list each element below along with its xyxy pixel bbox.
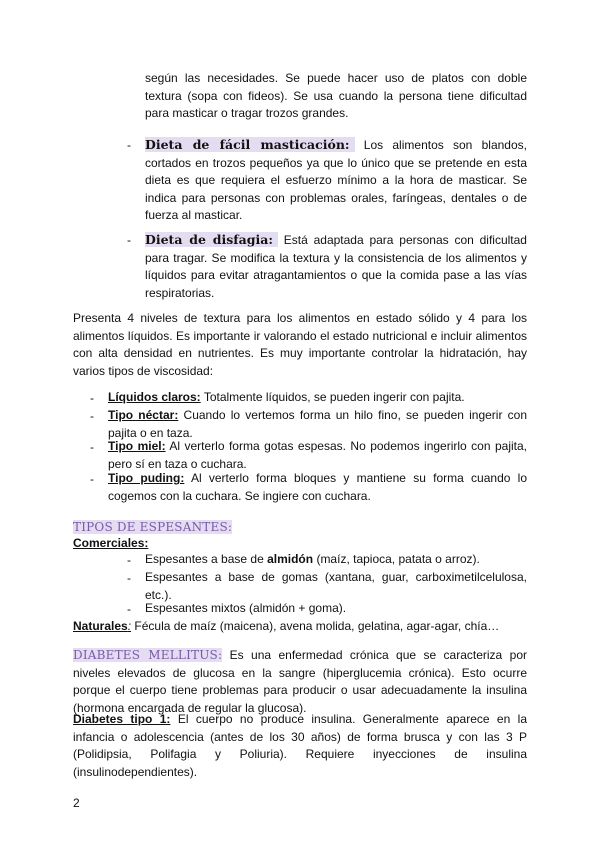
diabetes-type1 bbox=[73, 711, 527, 781]
item-text: Espesantes mixtos (almidón + goma). bbox=[145, 601, 347, 615]
type1-text: El cuerpo no produce insulina. Generalmente aparece en la infancia o adolescencia (antes de los 30 años) de forma brusca y con las 3 P (Polidipsia, Polifagia y Poliuria). Requiere inyecciones de insulina (insulinodependientes). bbox=[73, 712, 527, 779]
page-number: 2 bbox=[73, 796, 80, 810]
viscosity-item bbox=[108, 407, 527, 442]
viscosity-text: Cuando lo vertemos forma un hilo fino, se pueden ingerir con pajita o en taza. bbox=[108, 408, 527, 440]
bullet-dash: - bbox=[90, 440, 94, 454]
bullet-dash: - bbox=[90, 472, 94, 486]
natural-colon: : bbox=[127, 619, 132, 633]
bullet-dash: - bbox=[127, 571, 131, 585]
item-bold: almidón bbox=[267, 552, 314, 566]
viscosity-text: Totalmente líquidos, se pueden ingerir con pajita. bbox=[203, 390, 465, 404]
diabetes-intro-text: Es una enfermedad crónica que se caracteriza por niveles elevados de glucosa en la sangre (hiperglucemia crónica). Esto ocurre porque el cuerpo tiene problemas para producir o usar adecuadamente la insulina (hormona encargada de regular la glucosa). bbox=[73, 648, 527, 715]
viscosity-term: Tipo néctar: bbox=[108, 408, 179, 422]
natural-label: Naturales bbox=[73, 619, 128, 633]
diet-easy-chew bbox=[145, 136, 527, 225]
commercial-label-line bbox=[73, 535, 527, 553]
diet-title: Dieta de fácil masticación: bbox=[145, 137, 355, 152]
viscosity-item bbox=[108, 438, 527, 473]
item-text: Espesantes a base de bbox=[145, 552, 268, 566]
commercial-label: Comerciales: bbox=[73, 536, 149, 550]
natural-text: Fécula de maíz (maicena), avena molida, gelatina, agar-agar, chía… bbox=[134, 619, 500, 633]
bullet-dash: - bbox=[90, 409, 94, 423]
viscosity-text: Al verterlo forma bloques y mantiene su forma cuando lo cogemos con la cuchara. Se ingiere con cuchara. bbox=[108, 471, 528, 503]
top-paragraph: según las necesidades. Se puede hacer uso de platos con doble textura (sopa con fideos). Se usa cuando la persona tiene dificultad para masticar o tragar trozos grandes. bbox=[145, 71, 527, 120]
viscosity-term: Tipo miel: bbox=[108, 439, 166, 453]
bullet-dash: - bbox=[90, 391, 94, 405]
bullet-dash: - bbox=[127, 233, 131, 247]
type1-label: Diabetes tipo 1: bbox=[73, 712, 171, 726]
naturals-line bbox=[73, 618, 527, 636]
thickeners-heading-line bbox=[73, 519, 527, 537]
diet-text: Está adaptada para personas con dificultad para tragar. Se modifica la textura y la consistencia de los alimentos y líquidos para evitar atragantamientos o que la comida pase a las vías respiratorias. bbox=[145, 233, 527, 300]
bullet-dash: - bbox=[127, 138, 131, 152]
item-text: Espesantes a base de gomas (xantana, guar, carboximetilcelulosa, etc.). bbox=[145, 570, 527, 602]
bullet-dash: - bbox=[127, 602, 131, 616]
thickener-item bbox=[145, 551, 527, 569]
diet-title: Dieta de disfagia: bbox=[145, 232, 278, 247]
diet-dysphagia bbox=[145, 231, 527, 302]
textures-paragraph: Presenta 4 niveles de textura para los alimentos en estado sólido y 4 para los alimentos líquidos. Es importante ir valorando el estado nutricional e incluir alimentos con alta densidad en nutrientes. Es muy importante controlar la hidratación, hay varios tipos de viscosidad: bbox=[73, 311, 527, 378]
viscosity-term: Tipo puding: bbox=[108, 471, 185, 485]
diabetes-intro bbox=[73, 647, 527, 717]
diet-text: Los alimentos son blandos, cortados en trozos pequeños ya que lo único que se pretende en esta dieta es que requiera el esfuerzo mínimo a la hora de masticar. Se indica para personas con problemas orales, faríngeas, dentales o de fuerza al masticar. bbox=[145, 138, 527, 222]
bullet-dash: - bbox=[127, 553, 131, 567]
viscosity-text: Al verterlo forma gotas espesas. No podemos ingerirlo con pajita, pero sí en taza o cuchara. bbox=[108, 439, 527, 471]
item-text: (maíz, tapioca, patata o arroz). bbox=[313, 552, 480, 566]
section-heading: TIPOS DE ESPESANTES: bbox=[73, 520, 233, 534]
viscosity-item bbox=[108, 389, 527, 407]
thickener-item bbox=[145, 569, 527, 604]
viscosity-term: Líquidos claros: bbox=[108, 390, 201, 404]
viscosity-item bbox=[108, 470, 527, 505]
thickener-item bbox=[145, 600, 527, 618]
section-heading: DIABETES MELLITUS: bbox=[73, 648, 223, 662]
